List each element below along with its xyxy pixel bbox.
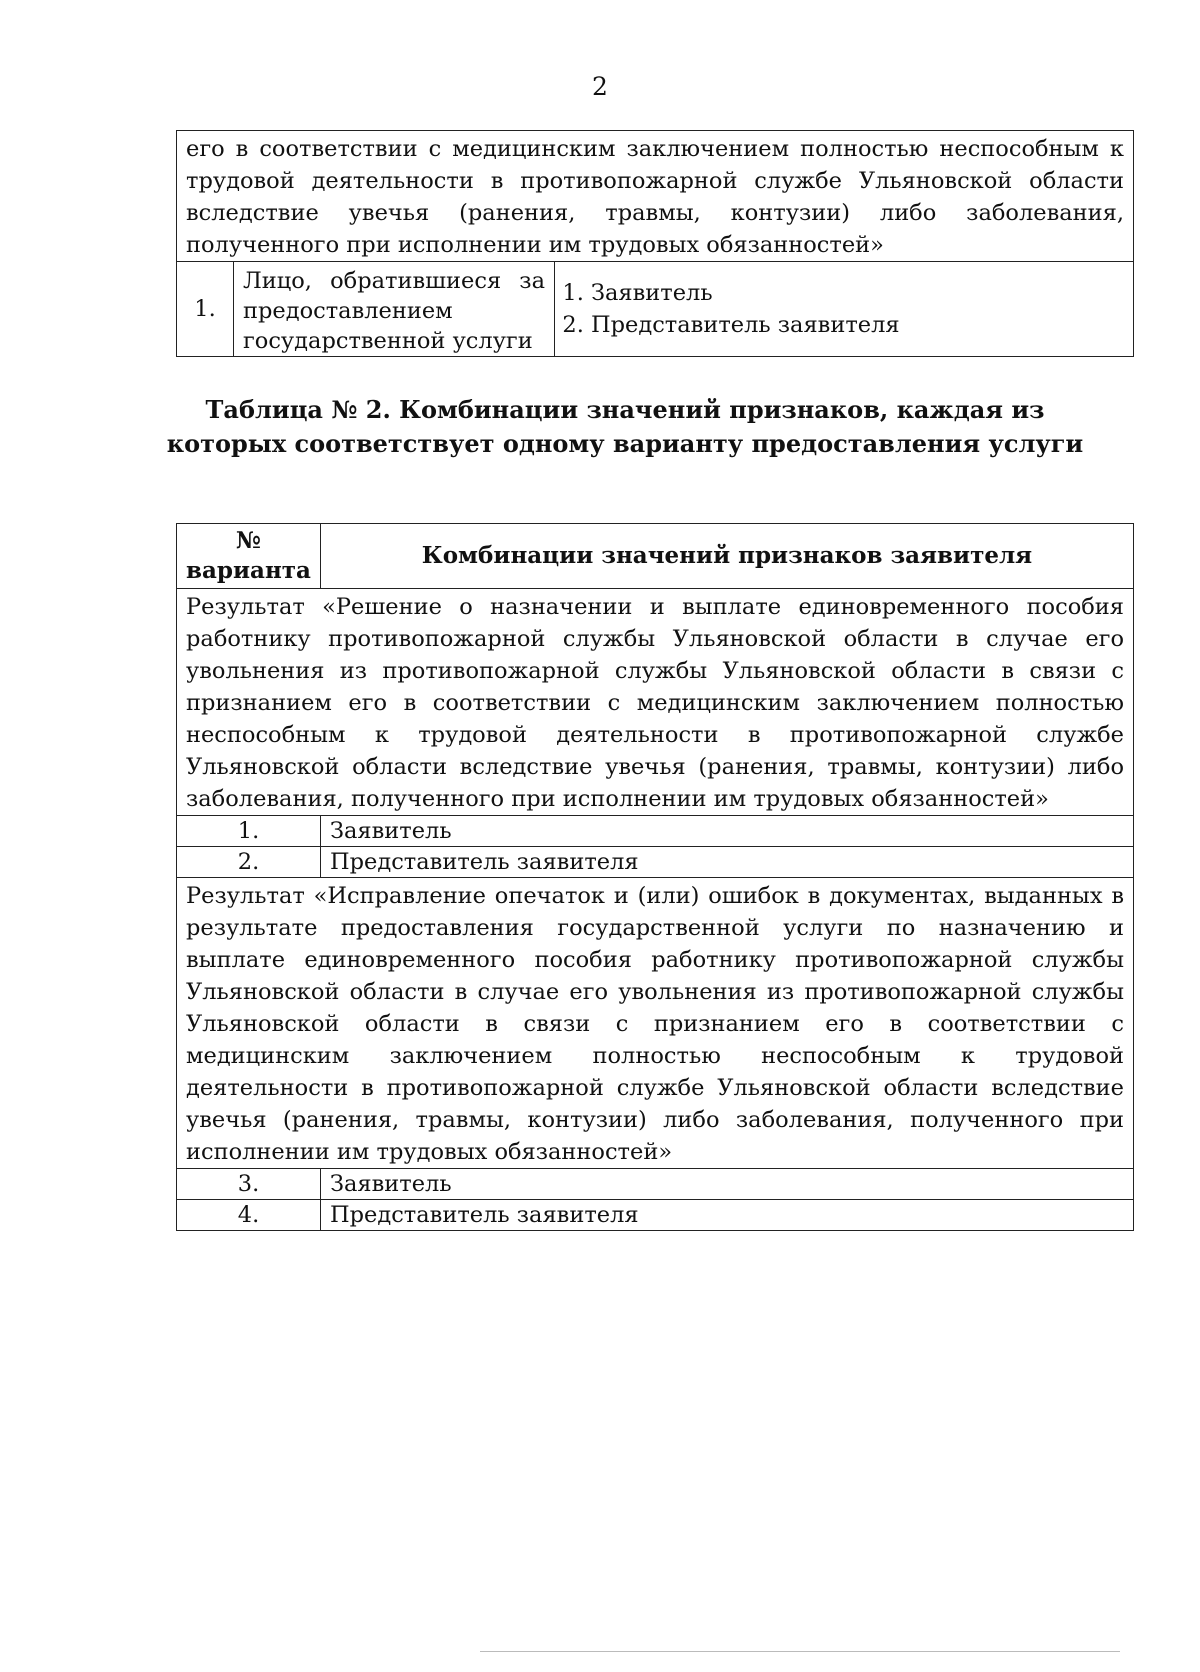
table2-heading: Таблица № 2. Комбинации значений признаков, каждая из которых соответствует одному варианту предоставления услуги [166,395,1084,458]
table-row [177,1169,1134,1200]
list-item: 2. Представитель заявителя [591,309,1133,341]
variant-value-cell [321,1200,1134,1231]
list-item: 1. Заявитель [591,277,1133,309]
header-combinations: Комбинации значений признаков заявителя [321,524,1134,589]
variant-value: Представитель заявителя [330,1202,639,1228]
variants-table [176,523,1134,1231]
criterion-text: Лицо, обратившиеся за предоставлением государственной услуги [243,268,545,354]
table-header-row [177,524,1134,589]
table-row [177,589,1134,816]
variant-value: Заявитель [330,1171,452,1197]
variant-value: Заявитель [330,818,452,844]
continuation-text: его в соответствии с медицинским заключением полностью неспособным к трудовой деятельности в противопожарной службе Ульяновской области вследствие увечья (ранения, травмы, контузии) либо заболевания, полученного при исполнении им трудовых обязанностей» [186,136,1124,258]
criterion-values-list [555,277,1133,341]
table-row [177,878,1134,1169]
result-text: Результат «Исправление опечаток и (или) ошибок в документах, выданных в результате предоставления государственной услуги по назначению и выплате единовременного пособия работнику противопожарной службы Ульяновской области в случае его увольнения из противопожарной службы Ульяновской области в связи с признанием его в соответствии с медицинским заключением полностью неспособным к трудовой деятельности в противопожарной службе Ульяновской области вследствие увечья (ранения, травмы, контузии) либо заболевания, полученного при исполнении им трудовых обязанностей» [186,883,1124,1165]
variant-number: 2. [177,847,321,878]
variant-value-cell [321,847,1134,878]
table-row [177,131,1134,262]
table-row [177,847,1134,878]
scan-edge-line [480,1651,1120,1652]
continuation-cell [177,131,1134,262]
result-text: Результат «Решение о назначении и выплате единовременного пособия работнику противопожарной службы Ульяновской области в случае его увольнения из противопожарной службы Ульяновской области в связи с признанием его в соответствии с медицинским заключением полностью неспособным к трудовой деятельности в противопожарной службе Ульяновской области вследствие увечья (ранения, травмы, контузии) либо заболевания, полученного при исполнении им трудовых обязанностей» [186,594,1124,812]
variant-value: Представитель заявителя [330,849,639,875]
table-row [177,1200,1134,1231]
table-row [177,262,1134,357]
criterion-number: 1. [177,262,234,357]
variant-value-cell [321,1169,1134,1200]
variant-number: 4. [177,1200,321,1231]
header-variant-no: № варианта [177,524,321,589]
result-cell [177,878,1134,1169]
variant-value-cell [321,816,1134,847]
variant-number: 1. [177,816,321,847]
criteria-table-continuation [176,130,1134,357]
table-row [177,816,1134,847]
page-number: 2 [592,72,608,101]
criterion-values-cell [555,262,1134,357]
result-cell [177,589,1134,816]
variant-number: 3. [177,1169,321,1200]
criterion-cell [234,262,555,357]
